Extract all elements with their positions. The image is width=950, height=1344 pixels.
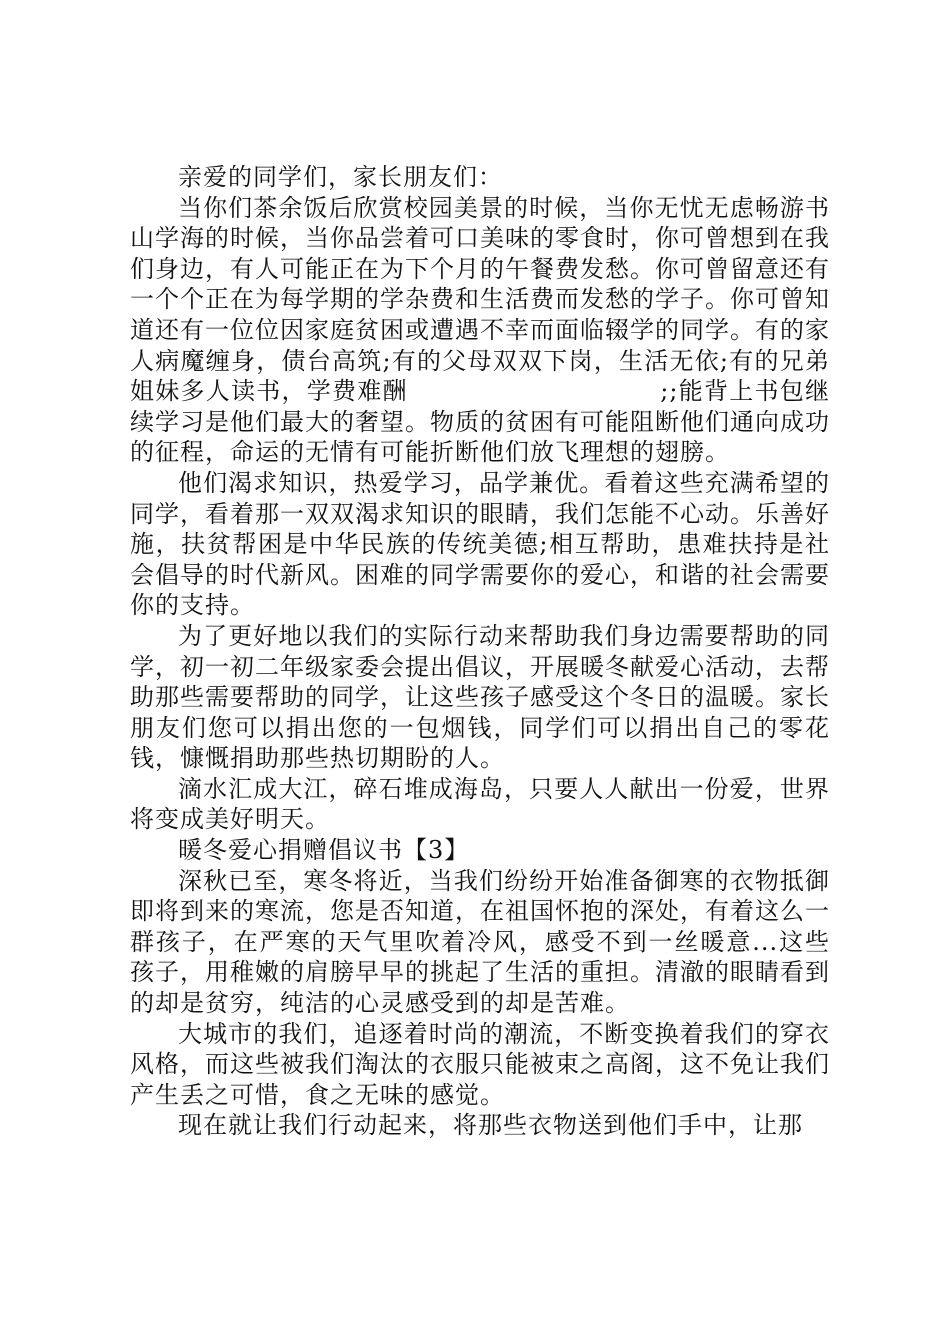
paragraph-7: 现在就让我们行动起来，将那些衣物送到他们手中，让那 — [178, 1111, 803, 1140]
section-heading: 暖冬爱心捐赠倡议书【3】 — [178, 836, 470, 865]
paragraph-4: 滴水汇成大江，碎石堆成海岛，只要人人献出一份爱，世界将变成美好明天。 — [130, 774, 830, 834]
paragraph-5: 深秋已至，寒冬将近，当我们纷纷开始准备御寒的衣物抵御即将到来的寒流，您是否知道，在祖国怀抱的深处，有着这么一群孩子，在严寒的天气里吹着冷风，感受不到一丝暖意...这些孩子，用稚嫩的肩膀早早的挑起了生活的重担。清澈的眼睛看到的却是贫穷，纯洁的心灵感受到的却是苦难。 — [130, 866, 830, 1018]
paragraph-2: 他们渴求知识，热爱学习，品学兼优。看着这些充满希望的同学，看着那一双双渴求知识的眼睛，我们怎能不心动。乐善好施，扶贫帮困是中华民族的传统美德;相互帮助，患难扶持是社会倡导的时代新风。困难的同学需要你的爱心，和谐的社会需要你的支持。 — [130, 468, 830, 620]
paragraph-6: 大城市的我们，追逐着时尚的潮流，不断变换着我们的穿衣风格，而这些被我们淘汰的衣服只能被束之高阁，这不免让我们产生丢之可惜，食之无味的感觉。 — [130, 1019, 830, 1109]
document-body — [130, 162, 830, 1141]
paragraph-1: 当你们茶余饭后欣赏校园美景的时候，当你无忧无虑畅游书山学海的时候，当你品尝着可口美味的零食时，你可曾想到在我们身边，有人可能正在为下个月的午餐费发愁。你可曾留意还有一个个正在为每学期的学杂费和生活费而发愁的学子。你可曾知道还有一位位因家庭贫困或遭遇不幸而面临辍学的同学。有的家人病魔缠身，债台高筑;有的父母双双下岗，生活无依;有的兄弟姐妹多人读书，学费难酬 ;;能背上书包继续学习是他们最大的奢望。物质的贫困有可能阻断他们通向成功的征程，命运的无情有可能折断他们放飞理想的翅膀。 — [130, 193, 830, 467]
salutation: 亲爱的同学们，家长朋友们： — [178, 163, 503, 191]
paragraph-3: 为了更好地以我们的实际行动来帮助我们身边需要帮助的同学，初一初二年级家委会提出倡议，开展暖冬献爱心活动，去帮助那些需要帮助的同学，让这些孩子感受这个冬日的温暖。家长朋友们您可以捐出您的一包烟钱，同学们可以捐出自己的零花钱，慷慨捐助那些热切期盼的人。 — [130, 621, 830, 773]
